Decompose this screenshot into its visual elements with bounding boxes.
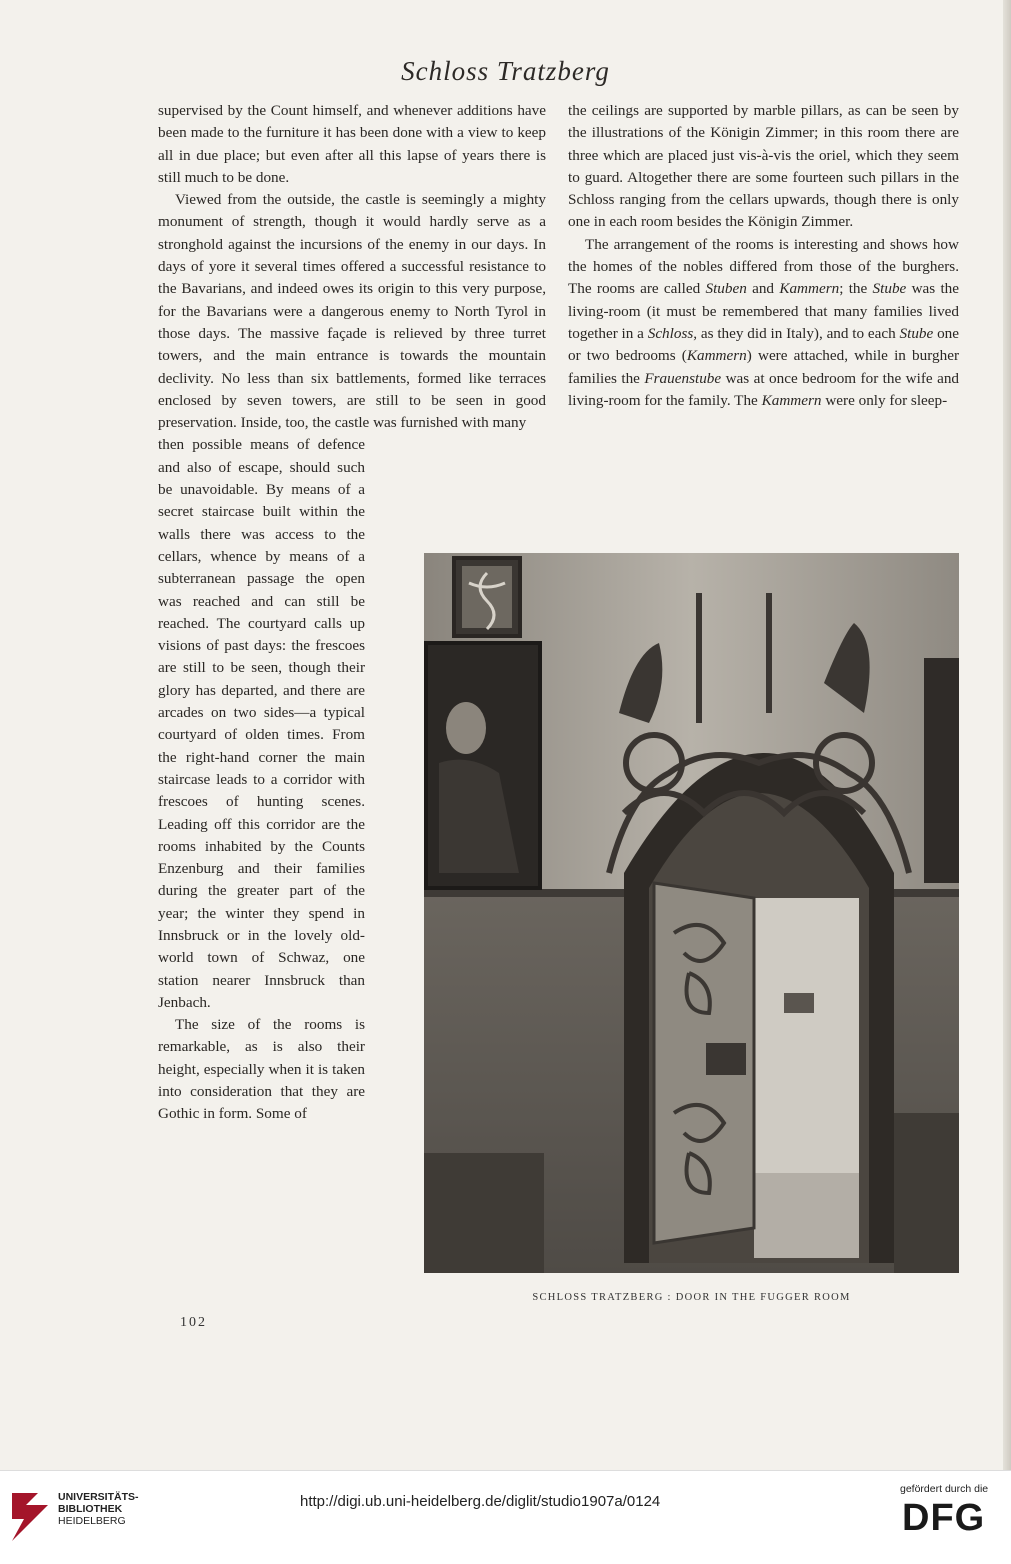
left-paragraph-2: Viewed from the outside, the castle is seemingly a mighty monument of strength, though it would hardly serve as a stronghold against the incursions of the enemy in our days. In days of yore it several times offered a successful resistance to the Bavarians, and indeed owes its origin to this very purpose, for the Bavarians were a dangerous enemy to North Tyrol in those days. The massive façade is relieved by three turret towers, and the main entrance is towards the mountain declivity. No less than six battlements, formed like terraces enclosed by seven towers, are still to be seen in good preservation. Inside, too, the castle was furnished with many <box>158 191 546 432</box>
library-name-line: UNIVERSITÄTS- <box>58 1491 139 1503</box>
permalink-url[interactable]: http://digi.ub.uni-heidelberg.de/diglit/studio1907a/0124 <box>300 1493 661 1510</box>
text-run: was at once bedroom for the wife and living-room for the family. The <box>568 369 960 409</box>
running-title: Schloss Tratzberg <box>401 56 610 86</box>
door-photograph <box>424 553 959 1273</box>
text-run: were only for sleep- <box>825 391 948 409</box>
term-stube: Stube <box>872 280 907 298</box>
page-number: 102 <box>180 1315 207 1330</box>
right-paragraph-1: the ceilings are supported by marble pillars, as can be seen by the illustrations of the Königin Zimmer; in this room there are three which are placed just vis-à-vis the oriel, which they seem to guard. Altogether there are some fourteen such pillars in the Schloss ranging from the cellars upwards, though there is only one in each room besides the Königin Zimmer. <box>568 102 959 231</box>
left-paragraph-1: supervised by the Count himself, and whenever additions have been made to the furniture it has been done with a view to keep all in due place; but even after all this lapse of years there is still much to be done. <box>158 102 546 186</box>
text-run: was the living-room (it must be remembered that many families lived together in a <box>568 280 960 342</box>
library-name-line: BIBLIOTHEK <box>58 1503 123 1515</box>
term-kammern: Kammern <box>761 391 822 409</box>
right-column <box>568 100 959 412</box>
term-stuben: Stuben <box>705 280 747 298</box>
text-run: The arrangement of the rooms is interesting and shows how the homes of the nobles differed from those of the burghers. The rooms are called <box>568 235 959 298</box>
term-frauenstube: Frauenstube <box>644 369 722 387</box>
left-paragraph-3: The size of the rooms is remarkable, as is also their height, especially when it is taken into consideration that they are Gothic in form. Some of <box>158 1016 365 1123</box>
term-kammern: Kammern <box>779 280 840 298</box>
text-run: , as they did in Italy), and to each <box>693 324 896 342</box>
university-library-logo-icon <box>8 1489 52 1545</box>
page-edge <box>1003 0 1011 1470</box>
text-run: ) were attached, while in burgher families the <box>568 347 960 387</box>
term-schloss: Schloss <box>647 324 694 342</box>
door-illustration <box>424 553 959 1273</box>
term-kammern: Kammern <box>686 347 747 365</box>
figure-caption: SCHLOSS TRATZBERG : DOOR IN THE FUGGER ROOM <box>532 1292 851 1303</box>
dfg-logo: DFG <box>902 1497 986 1539</box>
text-run: one or two bedrooms ( <box>568 324 959 365</box>
term-stube: Stube <box>899 324 934 342</box>
text-run: ; the <box>839 280 868 298</box>
library-name <box>58 1491 139 1527</box>
right-paragraph-2 <box>568 234 959 412</box>
left-paragraph-2-continued: then possible means of defence and also of escape, should such be unavoidable. By means of a secret staircase built within the walls there was access to the cellars, whence by means of a subterranean passage the open was reached and can still be reached. The courtyard calls up visions of past days: the frescoes are still to be seen, though their glory has departed, and there are arcades on two sides—a typical courtyard of olden times. From the right-hand corner the main staircase leads to a corridor with frescoes of hunting scenes. Leading off this corridor are the rooms inhabited by the Counts Enzenburg and their families during the greater part of the year; the winter they spend in Innsbruck or in the lovely old-world town of Schwaz, one station nearer Innsbruck than Jenbach. <box>158 436 365 1011</box>
footer-bar <box>0 1470 1011 1564</box>
funded-by-label: gefördert durch die <box>900 1483 989 1495</box>
library-name-line: HEIDELBERG <box>58 1515 126 1527</box>
text-run: and <box>752 280 775 298</box>
